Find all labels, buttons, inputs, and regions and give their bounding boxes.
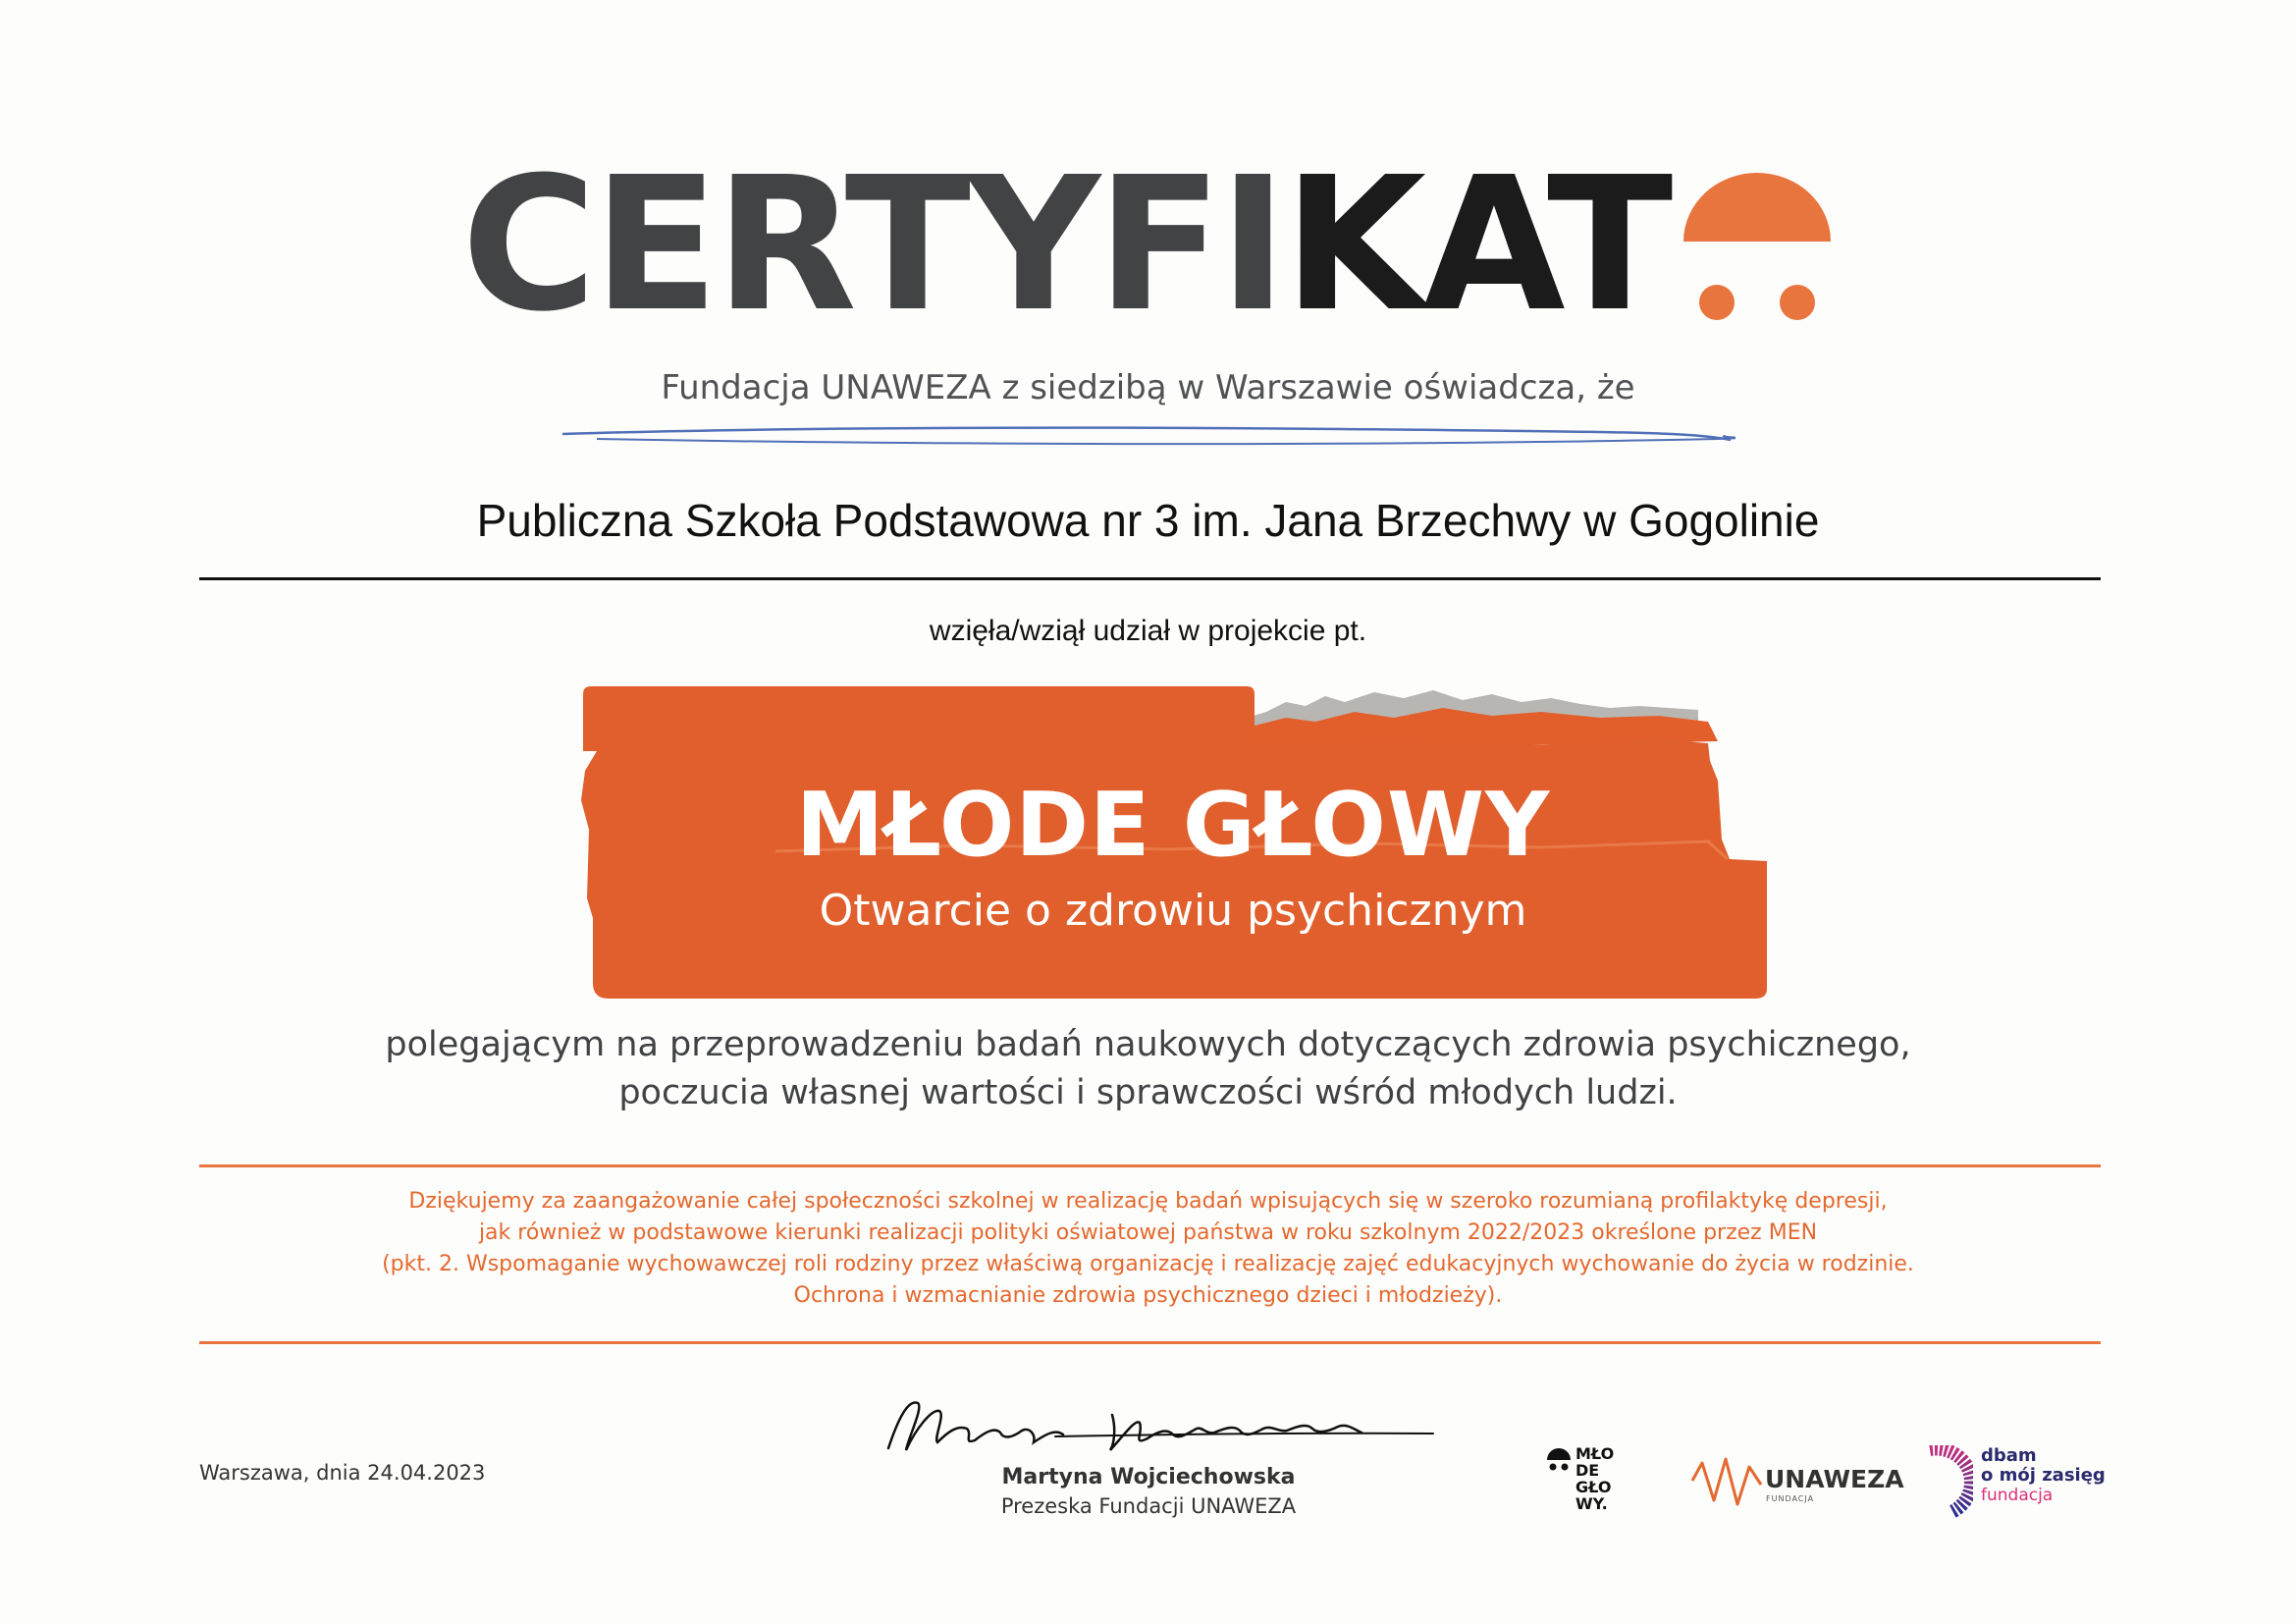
handwritten-signature [869, 1389, 1438, 1466]
project-description [0, 1021, 2296, 1117]
school-name: Publiczna Szkoła Podstawowa nr 3 im. Jana Brzechwy w Gogolinie [476, 495, 1820, 546]
issuer-statement: Fundacja UNAWEZA z siedzibą w Warszawie oświadcza, że [661, 368, 1635, 407]
title-part-gray: CERTYFI [461, 137, 1284, 352]
participation-statement: wzięła/wziął udział w projekcie pt. [929, 615, 1367, 647]
signer-name: Martyna Wojciechowska [1001, 1465, 1296, 1489]
project-title: MŁODE GŁOWY [795, 774, 1551, 877]
unaweza-logo [1688, 1443, 1904, 1518]
dbam-line-2: o mój zasięg [1981, 1465, 2106, 1486]
zigzag-icon [1688, 1445, 1763, 1514]
title-row [0, 137, 2296, 352]
dbam-o-moj-zasieg-logo [1924, 1443, 2110, 1522]
project-subtitle: Otwarcie o zdrowiu psychicznym [819, 886, 1527, 936]
project-banner [579, 682, 1767, 1001]
dbam-line-3: fundacja [1981, 1486, 2054, 1505]
thanks-line: jak również w podstawowe kierunki realizacji polityki oświatowej państwa w roku szkolnym 2022/2023 określone przez MEN [478, 1220, 1818, 1245]
mlode-glowy-logo [1546, 1441, 1654, 1522]
mascot-icon [1683, 173, 1831, 330]
thanks-line: (pkt. 2. Wspomaganie wychowawczej roli rodziny przez właściwą organizację i realizację zajęć edukacyjnych wychowanie do życia w rodzinie. [382, 1252, 1914, 1276]
divider-line-orange [199, 1164, 2101, 1167]
thanks-line: Dziękujemy za zaangażowanie całej społeczności szkolnej w realizację badań wpisujących się w szeroko rozumianą profilaktykę depresji, [408, 1189, 1888, 1214]
description-line: polegającym na przeprowadzeniu badań naukowych dotyczących zdrowia psychicznego, [385, 1025, 1911, 1064]
mlode-glowy-wordmark: MŁO DE GŁO WY. [1575, 1444, 1615, 1513]
place-and-date: Warszawa, dnia 24.04.2023 [199, 1461, 486, 1485]
unaweza-wordmark: UNAWEZA [1765, 1465, 1904, 1493]
dotted-arc-icon [1924, 1445, 1973, 1518]
thanks-note [0, 1186, 2296, 1312]
head-dot-icon [1546, 1447, 1572, 1473]
title-part-black: KAT [1283, 137, 1670, 352]
unaweza-subtitle: FUNDACJA [1766, 1494, 1815, 1503]
description-line: poczucia własnej wartości i sprawczości wśród młodych ludzi. [618, 1073, 1678, 1112]
pen-underline [558, 420, 1735, 456]
signer-role: Prezeska Fundacji UNAWEZA [1000, 1494, 1297, 1518]
divider-line-orange [199, 1341, 2101, 1344]
thanks-line: Ochrona i wzmacnianie zdrowia psychicznego dzieci i młodzieży). [793, 1283, 1503, 1308]
certificate-title [461, 137, 1670, 352]
divider-line [199, 577, 2101, 580]
dbam-line-1: dbam [1981, 1445, 2037, 1466]
